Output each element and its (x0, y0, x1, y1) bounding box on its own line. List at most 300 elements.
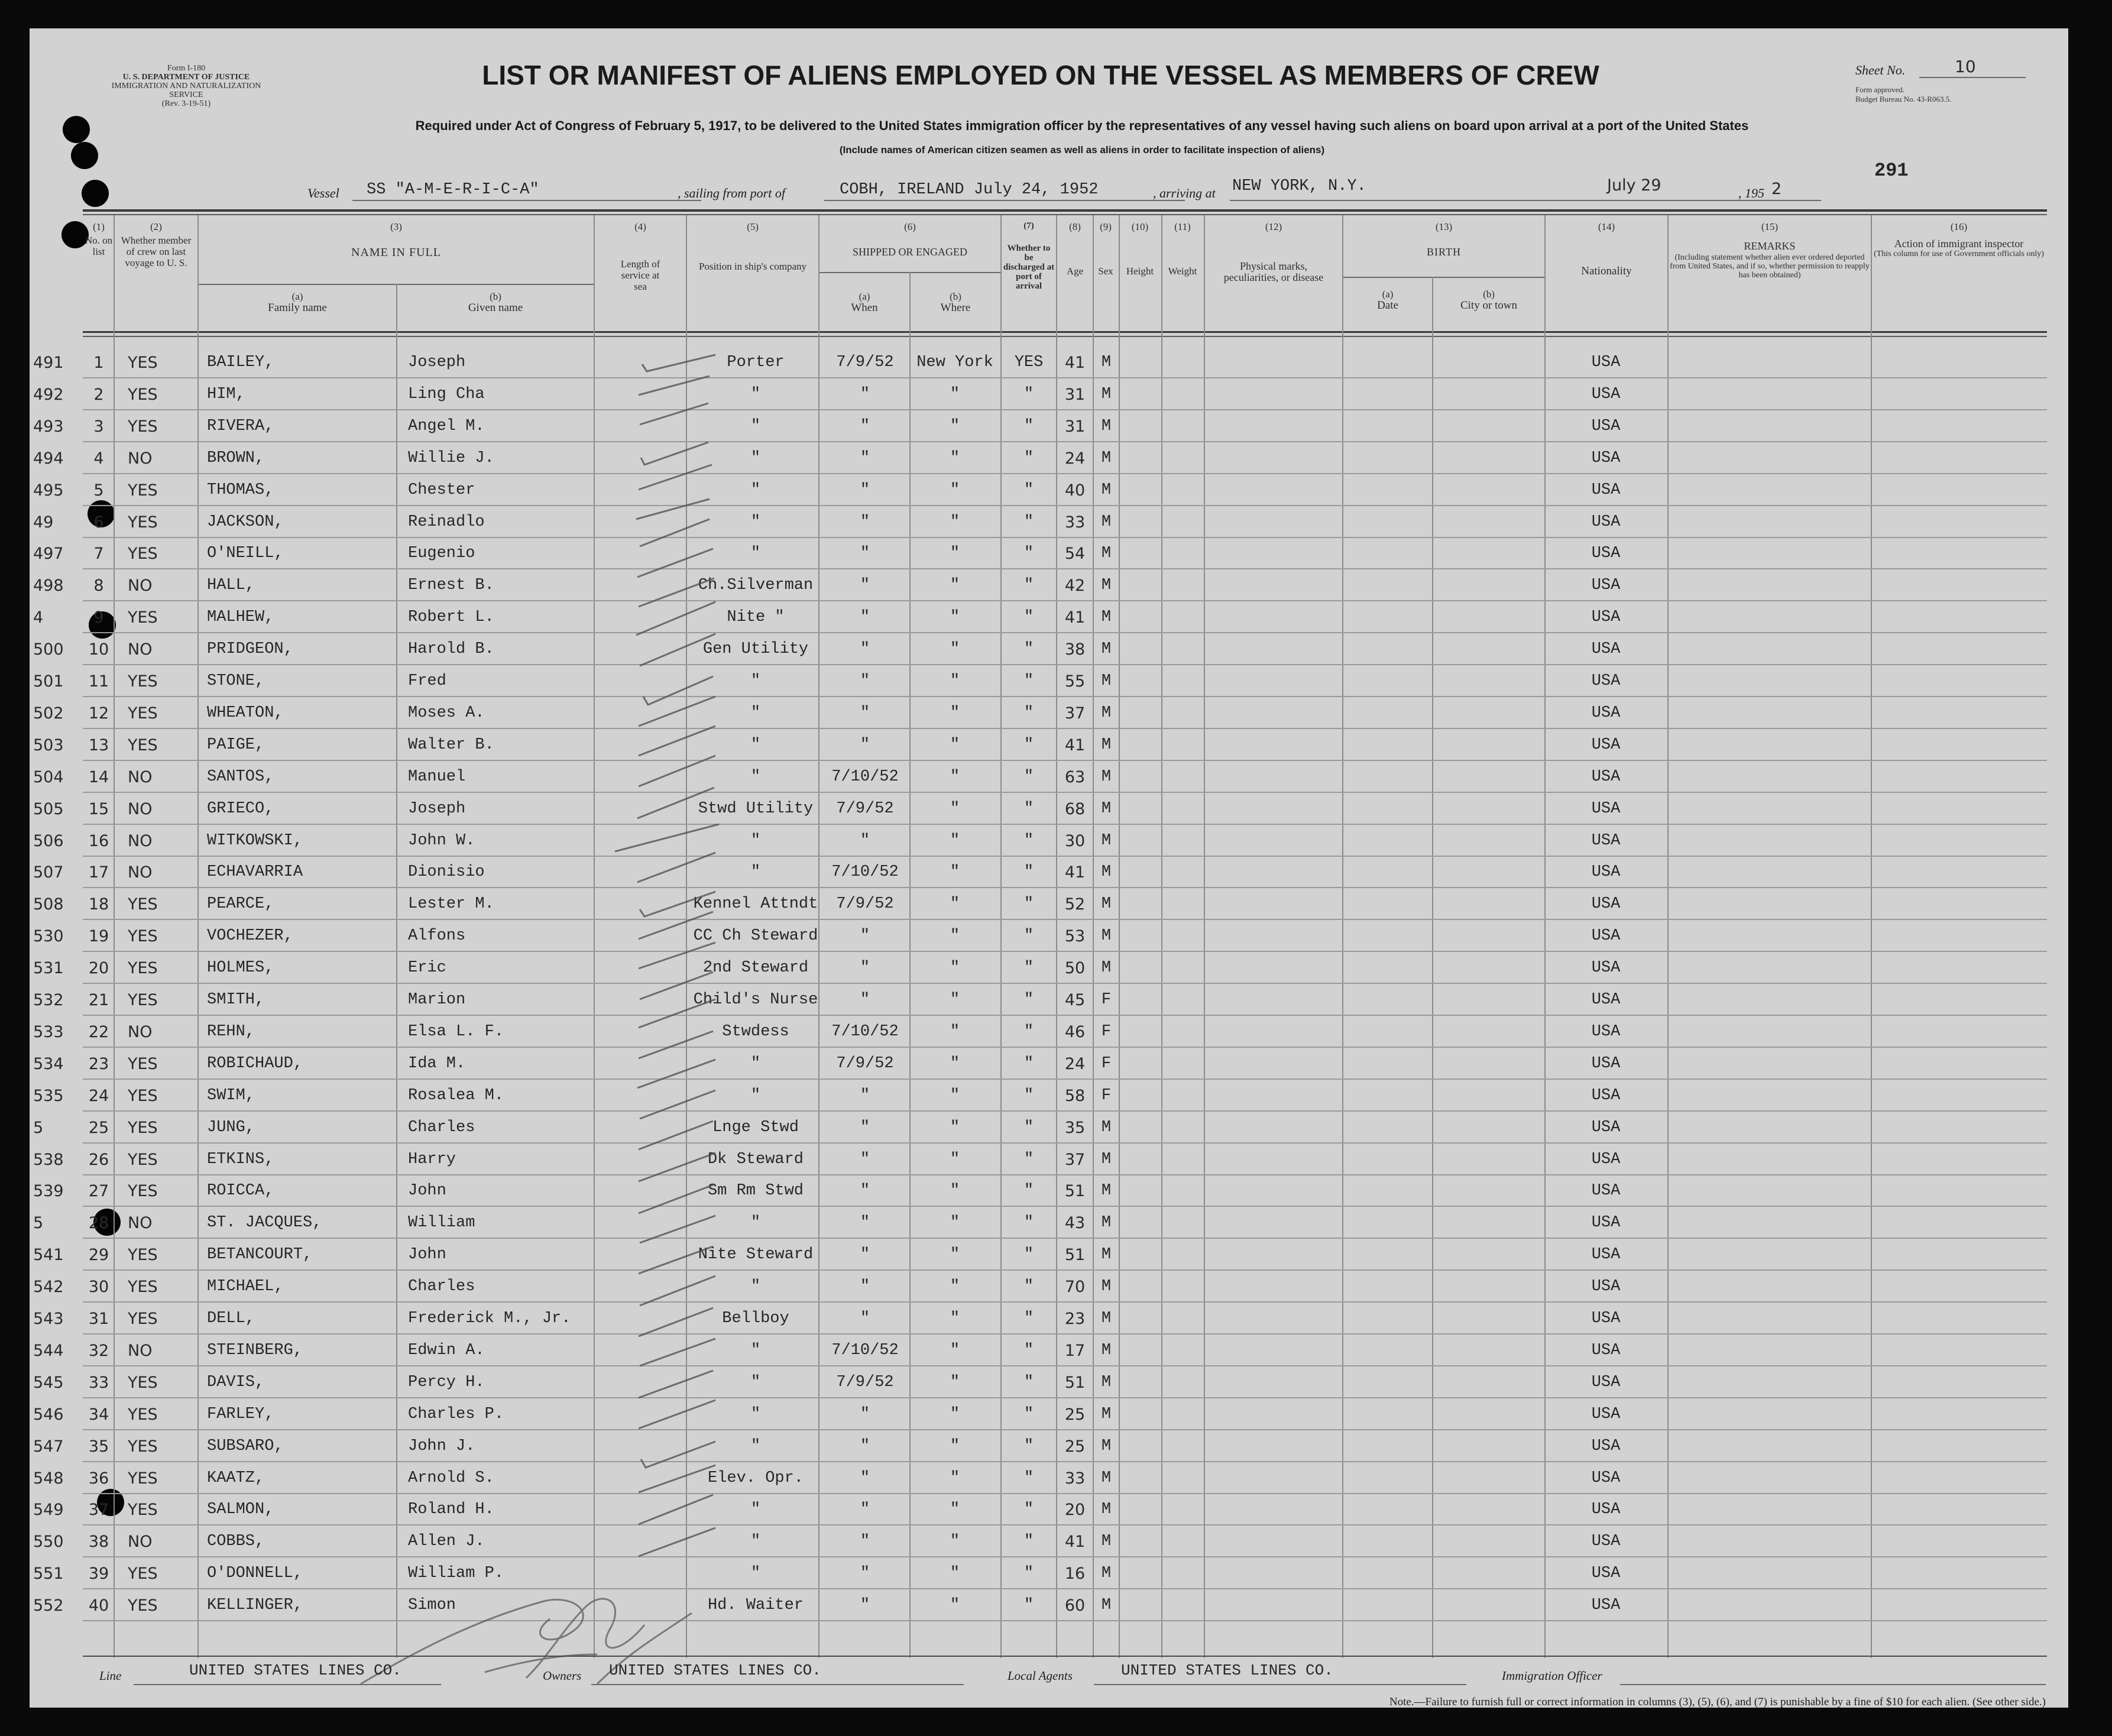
cell-where: " (950, 832, 960, 850)
cell-where: " (950, 704, 960, 722)
cell-number: 40 (88, 1596, 109, 1615)
cell-list-ref: 551 (33, 1565, 64, 1583)
row-rule (83, 1524, 2047, 1526)
cell-number: 18 (88, 895, 109, 914)
cell-nationality: USA (1591, 1596, 1621, 1614)
cell-discharge: " (1023, 1501, 1034, 1518)
cell-where: " (950, 736, 960, 754)
cell-discharge: " (1023, 800, 1034, 818)
cell-discharge: " (1023, 1087, 1034, 1105)
row-rule (83, 1174, 2047, 1175)
cell-family-name: MICHAEL, (207, 1278, 284, 1295)
cell-number: 3 (93, 417, 104, 436)
cell-list-ref: 547 (33, 1437, 64, 1456)
cell-nationality: USA (1591, 1278, 1621, 1295)
cell-when: " (860, 1405, 870, 1423)
department-name: U. S. DEPARTMENT OF JUSTICE (122, 73, 250, 82)
cell-family-name: REHN, (207, 1023, 255, 1041)
cell-family-name: THOMAS, (207, 481, 274, 499)
cell-when: " (860, 1087, 870, 1105)
cell-discharge: " (1023, 576, 1034, 594)
col-birth-header: (13) BIRTH (1427, 221, 1461, 258)
cell-given-name: Ernest B. (408, 576, 494, 594)
cell-age: 41 (1064, 863, 1086, 882)
cell-nationality: USA (1591, 1182, 1621, 1200)
cell-number: 37 (88, 1501, 109, 1519)
cell-number: 11 (88, 672, 109, 691)
owners-value: UNITED STATES LINES CO. (609, 1661, 821, 1679)
cell-prev-voyage: YES (128, 927, 158, 945)
cell-nationality: USA (1591, 1374, 1621, 1391)
cell-given-name: William (408, 1214, 475, 1232)
cell-given-name: Charles (408, 1278, 475, 1295)
cell-when: " (860, 1182, 870, 1200)
cell-given-name: Marion (408, 991, 466, 1009)
cell-age: 70 (1064, 1278, 1086, 1296)
cell-when: " (860, 736, 870, 754)
col-where-header: (b) Where (940, 291, 971, 314)
cell-sex: M (1101, 832, 1112, 850)
cell-list-ref: 545 (33, 1374, 64, 1392)
cell-when: " (860, 1278, 870, 1295)
cell-number: 33 (88, 1374, 109, 1392)
row-rule (83, 377, 2047, 378)
cell-family-name: KELLINGER, (207, 1596, 303, 1614)
cell-number: 7 (93, 545, 104, 563)
vessel-label: Vessel (307, 186, 339, 200)
col-age-header: (8) Age (1066, 221, 1084, 277)
cell-sex: M (1101, 417, 1112, 435)
cell-list-ref: 543 (33, 1310, 64, 1328)
cell-when: " (860, 1437, 870, 1455)
cell-discharge: " (1023, 863, 1034, 881)
cell-number: 6 (93, 513, 104, 532)
cell-list-ref: 491 (33, 354, 64, 372)
cell-when: " (860, 1214, 870, 1232)
page-title: LIST OR MANIFEST OF ALIENS EMPLOYED ON THE VESSEL AS MEMBERS OF CREW (482, 60, 1599, 90)
cell-given-name: Lester M. (408, 895, 494, 913)
cell-nationality: USA (1591, 608, 1621, 626)
cell-list-ref: 503 (33, 736, 64, 754)
cell-where: " (950, 449, 960, 467)
cell-where: " (950, 1214, 960, 1232)
cell-position: " (750, 1565, 761, 1582)
cell-number: 34 (88, 1405, 109, 1424)
cell-sex: M (1101, 1405, 1112, 1423)
cell-sex: M (1101, 481, 1112, 499)
row-rule (83, 792, 2047, 793)
cell-discharge: " (1023, 672, 1034, 690)
cell-nationality: USA (1591, 1565, 1621, 1582)
cell-nationality: USA (1591, 1055, 1621, 1073)
row-rule (83, 1047, 2047, 1048)
cell-sex: M (1101, 1469, 1112, 1487)
cell-nationality: USA (1591, 1119, 1621, 1136)
cell-prev-voyage: NO (128, 1214, 153, 1232)
col-when-header: (a) When (851, 291, 878, 314)
cell-list-ref: 504 (33, 768, 64, 786)
cell-family-name: DELL, (207, 1310, 255, 1327)
cell-number: 19 (88, 927, 109, 945)
cell-age: 41 (1064, 736, 1086, 754)
cell-number: 2 (93, 386, 104, 404)
cell-position: " (750, 863, 761, 881)
cell-where: " (950, 672, 960, 690)
row-rule (83, 696, 2047, 697)
col-sex-header: (9) Sex (1098, 221, 1113, 277)
cell-given-name: Manuel (408, 768, 466, 786)
cell-list-ref: 532 (33, 991, 64, 1009)
cell-prev-voyage: YES (128, 386, 158, 404)
cell-when: " (860, 1246, 870, 1264)
cell-position: Kennel Attndt (693, 895, 818, 913)
cell-prev-voyage: YES (128, 354, 158, 372)
cell-list-ref: 552 (33, 1596, 64, 1615)
cell-position: " (750, 1437, 761, 1455)
cell-where: " (950, 386, 960, 403)
cell-sex: F (1101, 1087, 1112, 1105)
cell-prev-voyage: YES (128, 991, 158, 1009)
cell-position: " (750, 768, 761, 786)
row-rule (83, 1110, 2047, 1112)
cell-position: " (750, 449, 761, 467)
cell-prev-voyage: YES (128, 704, 158, 723)
cell-age: 45 (1064, 991, 1086, 1009)
cell-discharge: " (1023, 513, 1034, 531)
cell-number: 35 (88, 1437, 109, 1456)
cell-sex: M (1101, 640, 1112, 658)
cell-family-name: PEARCE, (207, 895, 274, 913)
cell-discharge: " (1023, 1342, 1034, 1359)
cell-position: " (750, 1501, 761, 1518)
cell-position: " (750, 386, 761, 403)
row-rule (83, 600, 2047, 601)
cell-sex: M (1101, 1246, 1112, 1264)
cell-position: Stwd Utility (698, 800, 814, 818)
row-rule (83, 1333, 2047, 1335)
cell-list-ref: 534 (33, 1055, 64, 1073)
cell-list-ref: 5 (33, 1119, 44, 1137)
cell-discharge: " (1023, 1214, 1034, 1232)
cell-prev-voyage: YES (128, 1405, 158, 1424)
cell-sex: M (1101, 704, 1112, 722)
cell-where: " (950, 1182, 960, 1200)
cell-when: " (860, 991, 870, 1009)
cell-where: " (950, 640, 960, 658)
cell-where: New York (916, 354, 993, 371)
cell-prev-voyage: YES (128, 1310, 158, 1328)
cell-prev-voyage: YES (128, 1119, 158, 1137)
cell-age: 37 (1064, 1151, 1086, 1169)
cell-nationality: USA (1591, 545, 1621, 562)
cell-prev-voyage: NO (128, 640, 153, 659)
cell-when: " (860, 927, 870, 945)
cell-family-name: JUNG, (207, 1119, 255, 1136)
cell-where: " (950, 991, 960, 1009)
cell-given-name: Walter B. (408, 736, 494, 754)
row-rule (83, 1238, 2047, 1239)
cell-age: 23 (1064, 1310, 1086, 1328)
cell-prev-voyage: YES (128, 608, 158, 627)
cell-list-ref: 531 (33, 959, 64, 977)
cell-where: " (950, 1405, 960, 1423)
row-rule (83, 1269, 2047, 1271)
cell-list-ref: 541 (33, 1246, 64, 1264)
cell-discharge: " (1023, 704, 1034, 722)
cell-list-ref: 544 (33, 1342, 64, 1360)
cell-list-ref: 549 (33, 1501, 64, 1519)
cell-given-name: Edwin A. (408, 1342, 485, 1359)
cell-nationality: USA (1591, 481, 1621, 499)
col-marks-header: (12) Physical marks, peculiarities, or disease (1223, 221, 1324, 283)
cell-sex: M (1101, 736, 1112, 754)
cell-sex: M (1101, 1119, 1112, 1136)
cell-discharge: " (1023, 1310, 1034, 1327)
cell-when: " (860, 959, 870, 977)
cell-number: 4 (93, 449, 104, 468)
cell-given-name: John J. (408, 1437, 475, 1455)
cell-nationality: USA (1591, 1405, 1621, 1423)
cell-sex: M (1101, 927, 1112, 945)
cell-nationality: USA (1591, 1342, 1621, 1359)
cell-discharge: " (1023, 1023, 1034, 1041)
cell-position: " (750, 1278, 761, 1295)
cell-discharge: " (1023, 991, 1034, 1009)
cell-discharge: " (1023, 832, 1034, 850)
cell-family-name: SALMON, (207, 1501, 274, 1518)
cell-where: " (950, 608, 960, 626)
cell-number: 27 (88, 1182, 109, 1200)
cell-prev-voyage: NO (128, 768, 153, 786)
cell-sex: M (1101, 1310, 1112, 1327)
cell-nationality: USA (1591, 1214, 1621, 1232)
cell-list-ref: 502 (33, 704, 64, 723)
cell-prev-voyage: NO (128, 449, 153, 468)
col-nationality-header: (14) Nationality (1581, 221, 1632, 277)
cell-position: " (750, 1214, 761, 1232)
cell-number: 21 (88, 991, 109, 1009)
cell-position: " (750, 704, 761, 722)
year-label: , 195 (1738, 186, 1764, 200)
col-prev-voyage-header: (2) Whether member of crew on last voyage to U. S. (121, 221, 192, 268)
manifest-sheet (30, 28, 2068, 1708)
cell-family-name: ST. JACQUES, (207, 1214, 322, 1232)
cell-given-name: John W. (408, 832, 475, 850)
col-remarks-header: (15) REMARKS (Including statement whether alien ever ordered deported from United States, and if so, whether permission to reapply has been obtained) (1670, 221, 1870, 280)
cell-discharge: " (1023, 545, 1034, 562)
row-rule (83, 505, 2047, 506)
cell-list-ref: 533 (33, 1023, 64, 1041)
officer-label: Immigration Officer (1502, 1669, 1602, 1683)
cell-sex: M (1101, 768, 1112, 786)
cell-prev-voyage: NO (128, 1342, 153, 1360)
cell-nationality: USA (1591, 354, 1621, 371)
cell-where: " (950, 1565, 960, 1582)
cell-nationality: USA (1591, 832, 1621, 850)
cell-number: 26 (88, 1151, 109, 1169)
cell-discharge: " (1023, 1246, 1034, 1264)
cell-sex: M (1101, 1342, 1112, 1359)
cell-list-ref: 495 (33, 481, 64, 500)
cell-given-name: Roland H. (408, 1501, 494, 1518)
row-rule (83, 537, 2047, 538)
cell-position: " (750, 1533, 761, 1550)
cell-where: " (950, 1087, 960, 1105)
cell-nationality: USA (1591, 800, 1621, 818)
cell-prev-voyage: YES (128, 672, 158, 691)
cell-sex: M (1101, 1278, 1112, 1295)
cell-age: 31 (1064, 417, 1086, 436)
stamp-number: 291 (1874, 160, 1909, 182)
cell-when: " (860, 1501, 870, 1518)
cell-family-name: STEINBERG, (207, 1342, 303, 1359)
cell-list-ref: 497 (33, 545, 64, 563)
cell-discharge: " (1023, 1374, 1034, 1391)
col-service-header: (4) Length of service at sea (620, 221, 660, 292)
cell-age: 37 (1064, 704, 1086, 723)
cell-position: " (750, 832, 761, 850)
agents-value: UNITED STATES LINES CO. (1121, 1661, 1333, 1679)
cell-discharge: " (1023, 417, 1034, 435)
cell-where: " (950, 576, 960, 594)
cell-discharge: " (1023, 1151, 1034, 1168)
cell-nationality: USA (1591, 1246, 1621, 1264)
cell-position: Dk Steward (707, 1151, 804, 1168)
cell-prev-voyage: YES (128, 1501, 158, 1519)
cell-where: " (950, 863, 960, 881)
cell-list-ref: 492 (33, 386, 64, 404)
cell-prev-voyage: NO (128, 863, 153, 882)
cell-given-name: John (408, 1246, 446, 1264)
cell-discharge: " (1023, 449, 1034, 467)
cell-discharge: " (1023, 927, 1034, 945)
cell-sex: M (1101, 1214, 1112, 1232)
cell-list-ref: 494 (33, 449, 64, 468)
cell-sex: M (1101, 863, 1112, 881)
cell-sex: M (1101, 1182, 1112, 1200)
cell-list-ref: 548 (33, 1469, 64, 1488)
cell-nationality: USA (1591, 768, 1621, 786)
row-rule (83, 1493, 2047, 1494)
cell-age: 17 (1064, 1342, 1086, 1360)
row-rule (83, 983, 2047, 984)
cell-discharge: " (1023, 1119, 1034, 1136)
cell-given-name: Joseph (408, 800, 466, 818)
cell-position: Gen Utility (702, 640, 809, 658)
row-rule (83, 824, 2047, 825)
cell-age: 25 (1064, 1405, 1086, 1424)
row-rule (83, 1556, 2047, 1557)
cell-prev-voyage: YES (128, 895, 158, 914)
cell-when: " (860, 481, 870, 499)
cell-age: 40 (1064, 481, 1086, 500)
cell-number: 17 (88, 863, 109, 882)
cell-position: Ch.Silverman (698, 576, 814, 594)
cell-position: CC Ch Steward (693, 927, 818, 945)
cell-given-name: Fred (408, 672, 446, 690)
cell-where: " (950, 1055, 960, 1073)
cell-number: 1 (93, 354, 104, 372)
cell-when: 7/9/52 (836, 1055, 894, 1073)
cell-discharge: " (1023, 1565, 1034, 1582)
cell-list-ref: 546 (33, 1405, 64, 1424)
cell-discharge: " (1023, 1278, 1034, 1295)
cell-prev-voyage: NO (128, 832, 153, 850)
cell-family-name: KAATZ, (207, 1469, 265, 1487)
cell-position: 2nd Steward (702, 959, 809, 977)
cell-where: " (950, 959, 960, 977)
cell-list-ref: 507 (33, 863, 64, 882)
cell-given-name: Eric (408, 959, 446, 977)
cell-number: 9 (93, 608, 104, 627)
cell-position: Bellboy (722, 1310, 789, 1327)
footer-note: Note.—Failure to furnish full or correct information in columns (3), (5), (6), and (7) is punishable by a fine of $10 for each alien. (See other side.) (1389, 1696, 2046, 1708)
cell-discharge: " (1023, 1437, 1034, 1455)
cell-age: 30 (1064, 832, 1086, 850)
cell-given-name: Simon (408, 1596, 456, 1614)
cell-position: Child's Nurse (693, 991, 818, 1009)
cell-prev-voyage: YES (128, 1087, 158, 1105)
cell-when: " (860, 1565, 870, 1582)
cell-when: " (860, 704, 870, 722)
cell-family-name: BETANCOURT, (207, 1246, 313, 1264)
cell-prev-voyage: YES (128, 1151, 158, 1169)
cell-nationality: USA (1591, 959, 1621, 977)
cell-sex: M (1101, 608, 1112, 626)
cell-number: 38 (88, 1533, 109, 1551)
cell-age: 35 (1064, 1119, 1086, 1137)
cell-where: " (950, 1119, 960, 1136)
cell-discharge: " (1023, 959, 1034, 977)
cell-nationality: USA (1591, 1437, 1621, 1455)
arrival-date: July 29 (1607, 176, 1661, 195)
cell-discharge: " (1023, 1182, 1034, 1200)
cell-number: 25 (88, 1119, 109, 1137)
row-rule (83, 664, 2047, 665)
cell-discharge: " (1023, 1405, 1034, 1423)
cell-family-name: ROBICHAUD, (207, 1055, 303, 1073)
cell-age: 51 (1064, 1246, 1086, 1264)
cell-where: " (950, 895, 960, 913)
cell-list-ref: 500 (33, 640, 64, 659)
cell-age: 24 (1064, 449, 1086, 468)
cell-when: " (860, 1469, 870, 1487)
row-rule (83, 409, 2047, 410)
cell-sex: M (1101, 959, 1112, 977)
vessel-name: SS "A-M-E-R-I-C-A" (367, 181, 539, 199)
cell-age: 16 (1064, 1565, 1086, 1583)
cell-prev-voyage: YES (128, 1596, 158, 1615)
cell-age: 24 (1064, 1055, 1086, 1073)
cell-where: " (950, 1596, 960, 1614)
owners-label: Owners (543, 1669, 582, 1683)
cell-discharge: " (1023, 1533, 1034, 1550)
cell-prev-voyage: NO (128, 576, 153, 595)
year-digit: 2 (1771, 180, 1782, 198)
form-revision: (Rev. 3-19-51) (161, 99, 211, 108)
cell-sex: M (1101, 576, 1112, 594)
cell-age: 53 (1064, 927, 1086, 945)
cell-number: 16 (88, 832, 109, 850)
cell-given-name: John (408, 1182, 446, 1200)
cell-nationality: USA (1591, 1023, 1621, 1041)
cell-position: " (750, 1342, 761, 1359)
cell-given-name: Willie J. (408, 449, 494, 467)
cell-age: 33 (1064, 513, 1086, 532)
row-rule (83, 632, 2047, 633)
cell-given-name: Moses A. (408, 704, 485, 722)
cell-age: 46 (1064, 1023, 1086, 1041)
